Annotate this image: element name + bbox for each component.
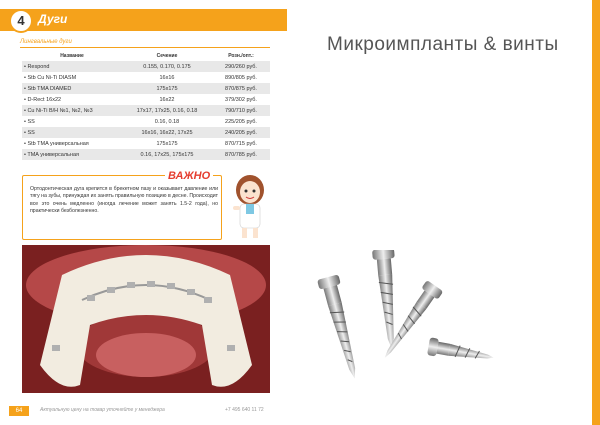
cell-price: 870/875 руб. bbox=[212, 83, 270, 94]
table-row bbox=[22, 105, 270, 116]
cell-price: 890/805 руб. bbox=[225, 74, 257, 81]
right-page bbox=[287, 0, 600, 425]
cell-name: • Stb Cu Ni-Ti DIASM bbox=[24, 74, 77, 81]
table-header-section: Сечение bbox=[156, 52, 178, 59]
table-row bbox=[22, 83, 270, 94]
footer-phone: +7 495 640 11 72 bbox=[225, 407, 264, 413]
footer-note: Актуальную цену на товар уточняйте у менеджера bbox=[40, 407, 165, 413]
cell-name: • TMA универсальная bbox=[22, 149, 122, 160]
cell-name: • Cu Ni-Ti B/H №1, №2, №3 bbox=[22, 105, 122, 116]
table-row bbox=[22, 138, 270, 149]
doctor-girl-illustration bbox=[225, 172, 275, 240]
cell-section: 0.155, 0.170, 0.175 bbox=[122, 61, 212, 72]
cell-price: 870/715 руб. bbox=[225, 140, 257, 147]
cell-name: • SS bbox=[24, 118, 35, 125]
cell-price: 790/710 руб. bbox=[212, 105, 270, 116]
table-row bbox=[22, 149, 270, 160]
subsection-divider bbox=[20, 47, 270, 48]
cell-price: 290/260 руб. bbox=[212, 61, 270, 72]
table-row bbox=[22, 127, 270, 138]
cell-section: 0.16, 0.18 bbox=[154, 118, 180, 125]
cell-name: • Stb TMA универсальная bbox=[24, 140, 89, 147]
important-label: ВАЖНО bbox=[165, 170, 213, 182]
cell-price: 870/785 руб. bbox=[212, 149, 270, 160]
page-edge-tab bbox=[592, 0, 600, 425]
cell-section: 0.16, 17x25, 175x175 bbox=[122, 149, 212, 160]
table-row bbox=[22, 116, 270, 127]
lingual-braces-photo bbox=[22, 245, 270, 393]
cell-section: 16x16 bbox=[159, 74, 175, 81]
important-note-text: Ортодонтическая дуга крепится в брекетном пазу и оказывает давление или тягу на зубы, принуждая их занять правильную позицию в десне. Происходит все это очень медленно (иногда лечение может занять 1.5-2 года), но практически безболезненно. bbox=[30, 186, 218, 214]
page-title: Микроимпланты & винты bbox=[327, 34, 559, 55]
section-number-badge: 4 bbox=[9, 9, 33, 33]
cell-price: 240/205 руб. bbox=[212, 127, 270, 138]
cell-section: 17x17, 17x25, 0.16, 0.18 bbox=[122, 105, 212, 116]
cell-name: • SS bbox=[22, 127, 122, 138]
microimplant-screws-illustration bbox=[307, 250, 507, 420]
table-header-name: Название bbox=[60, 52, 84, 59]
cell-section: 16x16, 16x22, 17x25 bbox=[122, 127, 212, 138]
cell-section: 175x175 bbox=[156, 140, 178, 147]
table-row bbox=[22, 72, 270, 83]
cell-name: • Stb TMA DIAMED bbox=[22, 83, 122, 94]
table-header-price: Розн./опт.: bbox=[228, 52, 254, 59]
page-number: 64 bbox=[9, 406, 29, 416]
table-row bbox=[22, 61, 270, 72]
table-row bbox=[22, 94, 270, 105]
cell-section: 16x22 bbox=[159, 96, 175, 103]
cell-section: 175x175 bbox=[122, 83, 212, 94]
cell-price: 225/205 руб. bbox=[225, 118, 257, 125]
cell-price: 379/302 руб. bbox=[225, 96, 257, 103]
section-title: Дуги bbox=[38, 12, 68, 26]
subsection-title: Лингвальные дуги bbox=[20, 39, 72, 45]
cell-name: • D-Rect 16x22 bbox=[24, 96, 62, 103]
left-page bbox=[0, 0, 287, 425]
price-table bbox=[22, 50, 270, 160]
cell-name: • Respond bbox=[22, 61, 122, 72]
